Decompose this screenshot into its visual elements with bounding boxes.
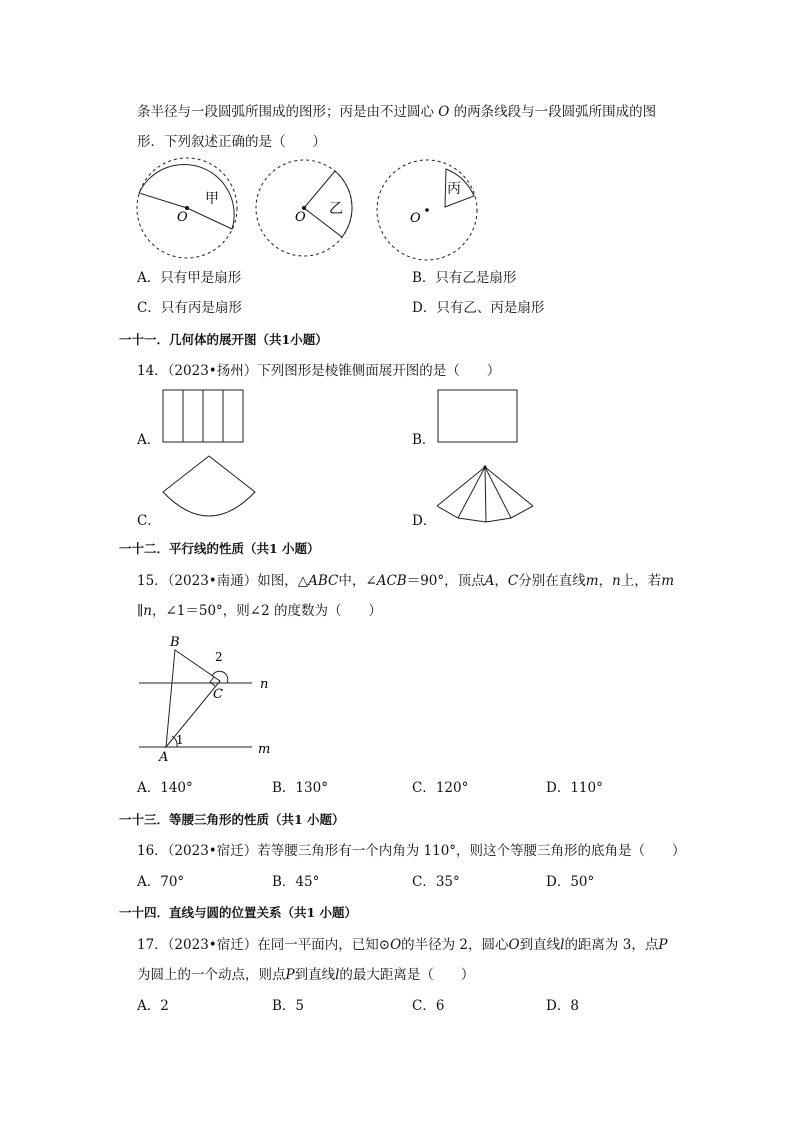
section-14-heading: 一十四．直线与圆的位置关系（共1 小题）	[119, 905, 358, 920]
label-a: A	[159, 750, 169, 765]
q15-option-d: D．110°	[546, 780, 603, 796]
q17-option-c: C．6	[412, 998, 445, 1014]
q14-label-a: A．	[137, 432, 161, 448]
q16-option-b: B．45°	[272, 874, 320, 890]
q15-line2: ∥n，∠1＝50°，则∠2 的度数为（ ）	[137, 603, 382, 619]
q16-option-c: C．35°	[412, 874, 460, 890]
q15-option-c: C．120°	[412, 780, 469, 796]
q14-label-c: C．	[137, 513, 161, 529]
q17-line1: 17．（2023•宿迁）在同一平面内，已知⊙O的半径为 2，圆心O到直线l的距离为 3，点P	[137, 937, 668, 953]
label-angle-1: 1	[176, 733, 184, 747]
q17-line2: 为圆上的一个动点，则点P到直线l的最大距离是（ ）	[137, 967, 475, 983]
label-angle-2: 2	[215, 650, 223, 664]
label-o-2: O	[295, 210, 306, 225]
label-bing: 丙	[447, 181, 461, 197]
q16-option-a: A．70°	[137, 874, 185, 890]
section-12-heading: 一十二．平行线的性质（共1 小题）	[119, 541, 320, 556]
section-11-heading: 一十一．几何体的展开图（共1小题）	[119, 332, 328, 347]
q13-line1: 条半径与一段圆弧所围成的图形；丙是由不过圆心 O 的两条线段与一段圆弧所围成的图	[137, 104, 657, 120]
q14-label-d: D．	[412, 513, 437, 529]
q13-option-c: C．只有丙是扇形	[137, 300, 242, 316]
q16-stem: 16．（2023•宿迁）若等腰三角形有一个内角为 110°，则这个等腰三角形的底角是（ ）	[137, 843, 686, 859]
q15-option-b: B．130°	[272, 780, 328, 796]
label-n: n	[260, 677, 269, 692]
q15-line1: 15．（2023•南通）如图，△ABC中，∠ACB＝90°，顶点A，C分别在直线m，n上，若m	[137, 573, 675, 589]
label-m: m	[258, 742, 271, 757]
right-angle-mark	[210, 677, 215, 686]
q15-option-a: A．140°	[137, 780, 193, 796]
label-yi: 乙	[329, 201, 343, 217]
label-o-1: O	[177, 210, 188, 225]
q13-option-a: A．只有甲是扇形	[137, 270, 242, 286]
q13-line2: 形．下列叙述正确的是（ ）	[137, 134, 326, 150]
q17-option-a: A．2	[137, 998, 169, 1014]
label-o-3: O	[410, 211, 421, 226]
triangle-abc	[166, 650, 220, 747]
label-c: C	[213, 687, 223, 702]
q13-option-d: D．只有乙、丙是扇形	[412, 300, 545, 316]
q16-option-d: D．50°	[546, 874, 595, 890]
label-jia: 甲	[205, 191, 219, 207]
section-13-heading: 一十三．等腰三角形的性质（共1 小题）	[119, 812, 345, 827]
q14-label-b: B．	[412, 432, 436, 448]
label-b: B	[170, 635, 180, 650]
q17-option-d: D．8	[546, 998, 579, 1014]
q14-stem: 14．（2023•扬州）下列图形是棱锥侧面展开图的是（ ）	[137, 363, 501, 379]
q17-option-b: B．5	[272, 998, 305, 1014]
q13-option-b: B．只有乙是扇形	[412, 270, 517, 286]
